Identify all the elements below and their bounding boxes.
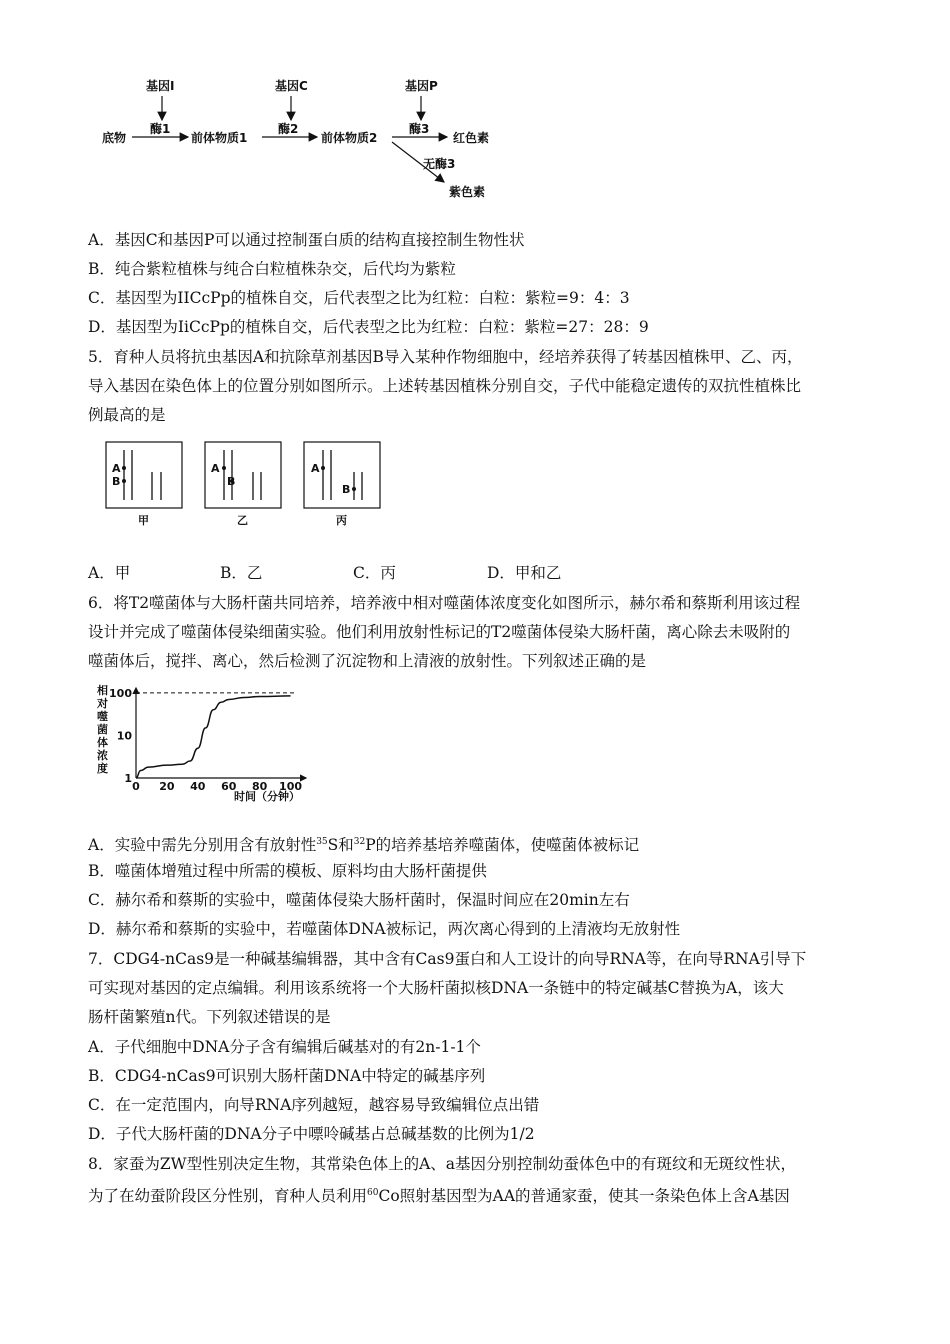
q6-option-a-sup-35: 35 <box>316 837 328 847</box>
y-axis-label-char: 对 <box>97 697 108 710</box>
chromosome-diagrams <box>100 438 400 530</box>
cell-jia-gene-a: A <box>112 462 121 475</box>
q5-option-a: A．甲 <box>88 564 131 582</box>
y-tick-label: 100 <box>109 686 132 700</box>
substrate-label: 底物 <box>102 131 127 145</box>
y-tick-label: 10 <box>116 729 132 743</box>
q7-stem-line-2: 可实现对基因的定点编辑。利用该系统将一个大肠杆菌拟核DNA一条链中的特定碱基C替换为A，该大 <box>88 979 784 997</box>
q8-stem-line-1: 8．家蚕为ZW型性别决定生物，其常染色体上的A、a基因分别控制幼蚕体色中的有斑纹和无斑纹性状， <box>88 1155 797 1173</box>
no-enzyme-3-label: 无酶3 <box>423 157 456 171</box>
q4-option-d: D．基因型为IiCcPp的植株自交，后代表型之比为红粒：白粒：紫粒=27：28：9 <box>88 318 649 336</box>
x-axis-label: 时间（分钟） <box>234 790 300 803</box>
q7-stem-line-1: 7．CDG4-nCas9是一种碱基编辑器，其中含有Cas9蛋白和人工设计的向导RNA等，在向导RNA引导下 <box>88 950 807 968</box>
cell-yi-label: 乙 <box>237 514 248 527</box>
cell-jia-gene-b: B <box>112 475 121 488</box>
q6-stem-line-3: 噬菌体后，搅拌、离心，然后检测了沉淀物和上清液的放射性。下列叙述正确的是 <box>88 652 647 670</box>
cell-yi <box>205 442 281 527</box>
q6-option-d: D．赫尔希和蔡斯的实验中，若噬菌体DNA被标记，两次离心得到的上清液均无放射性 <box>88 920 681 938</box>
y-axis-label-char: 浓 <box>97 749 108 762</box>
q5-option-d: D．甲和乙 <box>487 564 562 582</box>
enzyme-2-label: 酶2 <box>278 122 299 136</box>
q7-option-a: A．子代细胞中DNA分子含有编辑后碱基对的有2n-1-1个 <box>88 1038 481 1056</box>
cell-yi-gene-b: B <box>227 475 236 488</box>
cell-yi-gene-a: A <box>211 462 220 475</box>
precursor-1-label: 前体物质1 <box>191 131 248 145</box>
x-tick-label: 40 <box>190 780 206 793</box>
cell-bing <box>304 442 380 527</box>
q8-line2-sup: 60 <box>367 1188 379 1198</box>
q7-option-d: D．子代大肠杆菌的DNA分子中嘌呤碱基占总碱基数的比例为1/2 <box>88 1125 535 1143</box>
q5-option-c: C．丙 <box>353 564 396 582</box>
q8-line2-post: Co照射基因型为AA的普通家蚕，使其一条染色体上含A基因 <box>378 1187 790 1206</box>
red-pigment-label: 红色素 <box>453 131 490 145</box>
q4-option-b: B．纯合紫粒植株与纯合白粒植株杂交，后代均为紫粒 <box>88 260 456 278</box>
q6-option-a-mid1: S和 <box>327 836 354 855</box>
q8-line2-pre: 为了在幼蚕阶段区分性别，育种人员利用 <box>88 1187 368 1206</box>
q6-option-a-post: P的培养基培养噬菌体，使噬菌体被标记 <box>365 836 640 855</box>
x-tick-label: 100 <box>279 780 303 793</box>
q8-stem-line-2 <box>88 1183 790 1206</box>
gene-i-label: 基因I <box>146 79 175 93</box>
q7-option-c: C．在一定范围内，向导RNA序列越短，越容易导致编辑位点出错 <box>88 1096 540 1114</box>
q7-option-b: B．CDG4-nCas9可识别大肠杆菌DNA中特定的碱基序列 <box>88 1067 486 1085</box>
y-tick-label: 1 <box>124 772 132 785</box>
q6-stem-line-2: 设计并完成了噬菌体侵染细菌实验。他们利用放射性标记的T2噬菌体侵染大肠杆菌，离心除去未吸附的 <box>88 623 791 641</box>
q7-stem-line-3: 肠杆菌繁殖n代。下列叙述错误的是 <box>88 1008 331 1026</box>
y-axis-label-char: 相 <box>97 684 108 697</box>
x-tick-label: 20 <box>159 780 175 793</box>
enzyme-3-label: 酶3 <box>409 122 430 136</box>
x-tick-label: 0 <box>132 780 140 793</box>
precursor-2-label: 前体物质2 <box>321 131 378 145</box>
q5-stem-line-1: 5．育种人员将抗虫基因A和抗除草剂基因B导入某种作物细胞中，经培养获得了转基因植株甲、乙、丙， <box>88 348 803 366</box>
cell-bing-label: 丙 <box>336 514 347 527</box>
y-axis-label-char: 体 <box>97 736 108 749</box>
cell-jia-label: 甲 <box>138 514 149 527</box>
q6-stem-line-1: 6．将T2噬菌体与大肠杆菌共同培养，培养液中相对噬菌体浓度变化如图所示，赫尔希和蔡斯利用该过程 <box>88 594 801 612</box>
y-axis-label-char: 菌 <box>97 723 108 736</box>
purple-pigment-label: 紫色素 <box>449 185 486 199</box>
x-tick-label: 60 <box>221 780 237 793</box>
x-tick-label: 80 <box>251 780 268 793</box>
cell-jia <box>106 442 182 527</box>
q5-stem-line-2: 导入基因在染色体上的位置分别如图所示。上述转基因植株分别自交，子代中能稳定遗传的双抗性植株比 <box>88 377 802 395</box>
cell-bing-gene-a: A <box>311 462 320 475</box>
metabolic-pathway-diagram <box>80 70 520 210</box>
enzyme-1-label: 酶1 <box>150 122 171 136</box>
q6-option-b: B．噬菌体增殖过程中所需的模板、原料均由大肠杆菌提供 <box>88 862 487 880</box>
q4-option-c: C．基因型为IICcPp的植株自交，后代表型之比为红粒：白粒：紫粒=9：4：3 <box>88 289 630 307</box>
y-axis-label-char: 噬 <box>97 710 108 723</box>
q6-option-c: C．赫尔希和蔡斯的实验中，噬菌体侵染大肠杆菌时，保温时间应在20min左右 <box>88 891 630 909</box>
q5-stem-line-3: 例最高的是 <box>88 406 166 424</box>
series-line <box>136 696 291 778</box>
cell-bing-gene-b: B <box>342 483 351 496</box>
q5-option-b: B．乙 <box>220 564 263 582</box>
phage-concentration-chart <box>88 682 328 804</box>
q6-option-a <box>88 832 639 855</box>
q6-option-a-pre: A．实验中需先分别用含有放射性 <box>88 836 317 855</box>
gene-c-label: 基因C <box>275 79 308 93</box>
q6-option-a-sup-32: 32 <box>353 837 366 847</box>
q4-option-a: A．基因C和基因P可以通过控制蛋白质的结构直接控制生物性状 <box>88 231 525 249</box>
y-axis-label-char: 度 <box>97 762 108 775</box>
gene-p-label: 基因P <box>405 79 438 93</box>
